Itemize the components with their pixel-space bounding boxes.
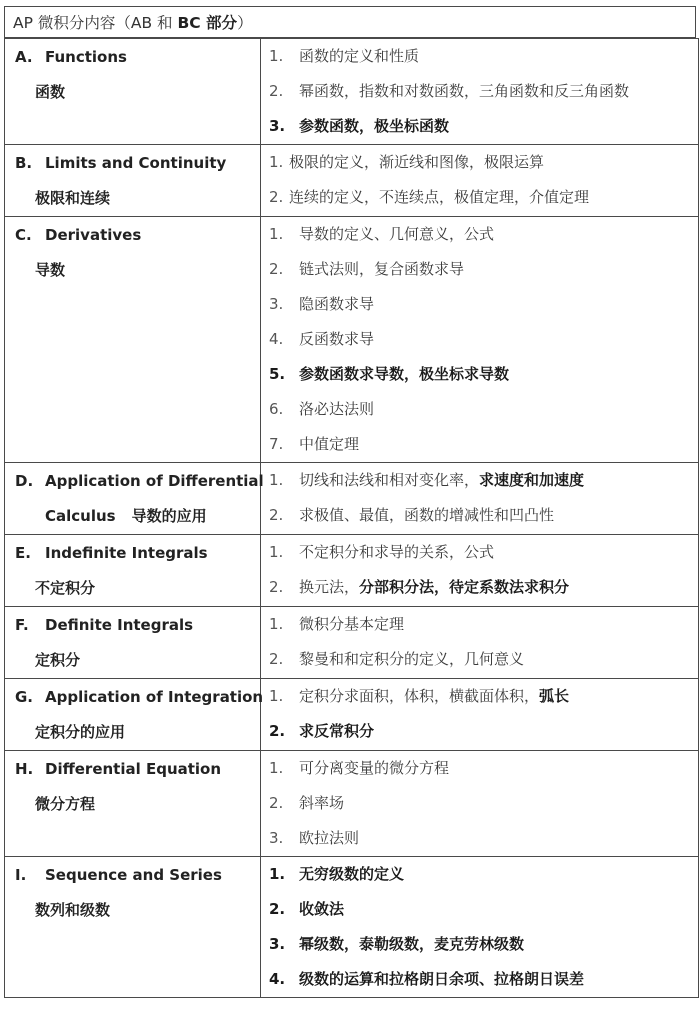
- section-title-zh: 函数: [35, 83, 66, 101]
- item-number: 2.: [269, 82, 284, 100]
- list-item: [261, 751, 698, 786]
- section-title-zh: 定积分: [35, 651, 81, 669]
- topic-english-line: [15, 858, 260, 893]
- item-text: 斜率场: [299, 794, 345, 812]
- list-item: [261, 535, 698, 570]
- item-text: 切线和法线和相对变化率，: [299, 471, 480, 489]
- list-item: [261, 642, 698, 677]
- item-text: 链式法则，复合函数求导: [299, 260, 465, 278]
- topic-chinese-line: [15, 787, 260, 822]
- section-topic-cell: [5, 535, 261, 607]
- section-title-zh: 定积分的应用: [35, 723, 126, 741]
- list-item: [261, 786, 698, 821]
- item-text-emphasis: 分部积分法，待定系数法求积分: [359, 578, 570, 596]
- section-items-cell: [261, 535, 699, 607]
- list-item: [261, 109, 698, 144]
- item-text: 收敛法: [299, 900, 345, 918]
- section-title-zh: 微分方程: [35, 795, 96, 813]
- section-row: [5, 535, 699, 607]
- heading-bold: BC 部分: [177, 14, 238, 32]
- item-text: 级数的运算和拉格朗日余项、拉格朗日误差: [299, 970, 585, 988]
- item-number: 3.: [269, 295, 284, 313]
- section-letter: F.: [15, 616, 29, 634]
- topic-english-line: [15, 464, 264, 499]
- section-row: [5, 217, 699, 463]
- section-topic: [5, 679, 264, 750]
- topic-english-line: [15, 146, 260, 181]
- list-item: [261, 357, 698, 392]
- section-items-cell: [261, 607, 699, 679]
- list-item: [261, 821, 698, 856]
- item-text-emphasis: 求速度和加速度: [479, 471, 585, 489]
- topics-table: [4, 38, 699, 998]
- list-item: [261, 570, 698, 605]
- topic-english-line: [15, 680, 264, 715]
- list-item: [261, 607, 698, 642]
- item-text: 参数函数，极坐标函数: [299, 117, 450, 135]
- topic-english-line: [15, 40, 260, 75]
- list-item: [261, 145, 698, 180]
- item-number: 4.: [269, 330, 284, 348]
- section-topic-cell: [5, 463, 264, 535]
- section-title-en: Definite Integrals: [45, 616, 194, 634]
- item-text: 黎曼和和定积分的定义，几何意义: [299, 650, 525, 668]
- topic-english-line: [15, 536, 260, 571]
- heading-prefix: AP 微积分内容（AB 和: [13, 14, 178, 32]
- item-text: 不定积分和求导的关系，公式: [299, 543, 495, 561]
- section-row: [5, 463, 699, 535]
- section-row: [5, 751, 699, 857]
- section-topic: [5, 857, 260, 928]
- item-text: 幂函数，指数和对数函数，三角函数和反三角函数: [299, 82, 630, 100]
- list-item: [261, 217, 698, 252]
- item-text: 欧拉法则: [299, 829, 360, 847]
- item-text: 中值定理: [299, 435, 360, 453]
- list-item: [261, 679, 698, 714]
- section-topic: [5, 145, 260, 216]
- section-items-cell: [261, 463, 699, 535]
- item-text: 隐函数求导: [299, 295, 375, 313]
- section-topic: [5, 463, 264, 534]
- list-item: [261, 927, 698, 962]
- section-title-en: Sequence and Series: [45, 866, 222, 884]
- list-item: [261, 180, 698, 215]
- section-title-zh: 数列和级数: [35, 901, 111, 919]
- item-number: 1.: [269, 225, 284, 243]
- list-item: [261, 322, 698, 357]
- topic-english-line: [15, 752, 260, 787]
- section-letter: E.: [15, 544, 31, 562]
- section-topic: [5, 535, 260, 606]
- item-text: 可分离变量的微分方程: [299, 759, 450, 777]
- section-title-zh: 极限和连续: [35, 189, 111, 207]
- section-title-en: Application of Integration: [45, 688, 264, 706]
- item-number: 1.: [269, 471, 284, 489]
- item-text: 幂级数，泰勒级数，麦克劳林级数: [299, 935, 525, 953]
- section-topic: [5, 217, 260, 288]
- section-topic: [5, 39, 260, 110]
- section-row: [5, 857, 699, 998]
- section-title-en: Application of Differential: [45, 472, 264, 490]
- section-title-en-continued: Calculus: [45, 507, 116, 525]
- item-number: 2.: [269, 578, 284, 596]
- list-item: [261, 39, 698, 74]
- item-text: 求极值、最值，函数的增减性和凹凸性: [299, 506, 555, 524]
- item-number: 2.: [269, 260, 284, 278]
- list-item: [261, 427, 698, 462]
- list-item: [261, 252, 698, 287]
- item-number: 2.: [269, 722, 286, 740]
- item-number: 4.: [269, 970, 286, 988]
- section-letter: H.: [15, 760, 34, 778]
- topic-english-line: [15, 218, 260, 253]
- section-topic-cell: [5, 857, 261, 998]
- section-items-cell: [261, 679, 699, 751]
- topic-chinese-line: [15, 715, 260, 750]
- item-number: 2.: [269, 900, 286, 918]
- section-title-en: Limits and Continuity: [45, 154, 227, 172]
- item-text: 参数函数求导数，极坐标求导数: [299, 365, 510, 383]
- section-title-en: Functions: [45, 48, 127, 66]
- table-heading: [4, 6, 696, 38]
- topic-chinese-line: [15, 499, 260, 534]
- item-text: 换元法，: [299, 578, 360, 596]
- section-letter: I.: [15, 866, 27, 884]
- topic-chinese-line: [15, 893, 260, 928]
- item-number: 3.: [269, 117, 286, 135]
- topic-chinese-line: [15, 181, 260, 216]
- section-topic-cell: [5, 145, 261, 217]
- item-text: 反函数求导: [299, 330, 375, 348]
- section-items-cell: [261, 857, 699, 998]
- section-items-cell: [261, 39, 699, 145]
- section-topic-cell: [5, 39, 261, 145]
- list-item: [261, 714, 698, 749]
- item-text: 导数的定义、几何意义，公式: [299, 225, 495, 243]
- item-number: 2.: [269, 188, 284, 206]
- list-item: [261, 498, 698, 533]
- item-number: 2.: [269, 794, 284, 812]
- item-text: 连续的定义，不连续点，极值定理，介值定理: [289, 188, 590, 206]
- section-title-en: Indefinite Integrals: [45, 544, 208, 562]
- item-number: 5.: [269, 365, 286, 383]
- item-number: 1.: [269, 759, 284, 777]
- item-number: 6.: [269, 400, 284, 418]
- item-text: 微积分基本定理: [299, 615, 405, 633]
- section-letter: G.: [15, 688, 34, 706]
- topic-chinese-line: [15, 75, 260, 110]
- section-letter: C.: [15, 226, 32, 244]
- list-item: [261, 287, 698, 322]
- section-title-zh: 导数: [35, 261, 66, 279]
- section-topic: [5, 751, 260, 822]
- section-items-cell: [261, 217, 699, 463]
- section-topic-cell: [5, 679, 264, 751]
- section-title-en: Differential Equation: [45, 760, 222, 778]
- item-text: 洛必达法则: [299, 400, 375, 418]
- section-title-zh: 不定积分: [35, 579, 96, 597]
- item-text: 求反常积分: [299, 722, 375, 740]
- section-topic-cell: [5, 217, 261, 463]
- topic-english-line: [15, 608, 260, 643]
- item-number: 1.: [269, 47, 284, 65]
- section-letter: B.: [15, 154, 33, 172]
- section-letter: A.: [15, 48, 33, 66]
- list-item: [261, 892, 698, 927]
- section-row: [5, 145, 699, 217]
- section-letter: D.: [15, 472, 34, 490]
- item-text: 无穷级数的定义: [299, 865, 405, 883]
- item-number: 1.: [269, 543, 284, 561]
- heading-suffix: ）: [237, 14, 253, 32]
- list-item: [261, 74, 698, 109]
- item-number: 7.: [269, 435, 284, 453]
- section-title-en: Derivatives: [45, 226, 142, 244]
- section-topic-cell: [5, 751, 261, 857]
- list-item: [261, 962, 698, 997]
- topic-chinese-line: [15, 253, 260, 288]
- item-text: 定积分求面积，体积，横截面体积，: [299, 687, 540, 705]
- section-topic: [5, 607, 260, 678]
- item-number: 3.: [269, 935, 286, 953]
- list-item: [261, 463, 698, 498]
- item-number: 1.: [269, 615, 284, 633]
- item-number: 3.: [269, 829, 284, 847]
- topic-chinese-line: [15, 571, 260, 606]
- item-number: 1.: [269, 687, 284, 705]
- list-item: [261, 857, 698, 892]
- section-row: [5, 679, 699, 751]
- item-number: 2.: [269, 506, 284, 524]
- topic-chinese-line: [15, 643, 260, 678]
- section-title-zh: 导数的应用: [131, 507, 207, 525]
- item-number: 1.: [269, 153, 284, 171]
- item-number: 2.: [269, 650, 284, 668]
- item-text-emphasis: 弧长: [539, 687, 570, 705]
- section-items-cell: [261, 145, 699, 217]
- item-number: 1.: [269, 865, 286, 883]
- section-topic-cell: [5, 607, 261, 679]
- list-item: [261, 392, 698, 427]
- section-row: [5, 39, 699, 145]
- ap-calculus-outline-table: [4, 6, 696, 998]
- item-text: 极限的定义，渐近线和图像，极限运算: [289, 153, 545, 171]
- section-items-cell: [261, 751, 699, 857]
- section-row: [5, 607, 699, 679]
- item-text: 函数的定义和性质: [299, 47, 420, 65]
